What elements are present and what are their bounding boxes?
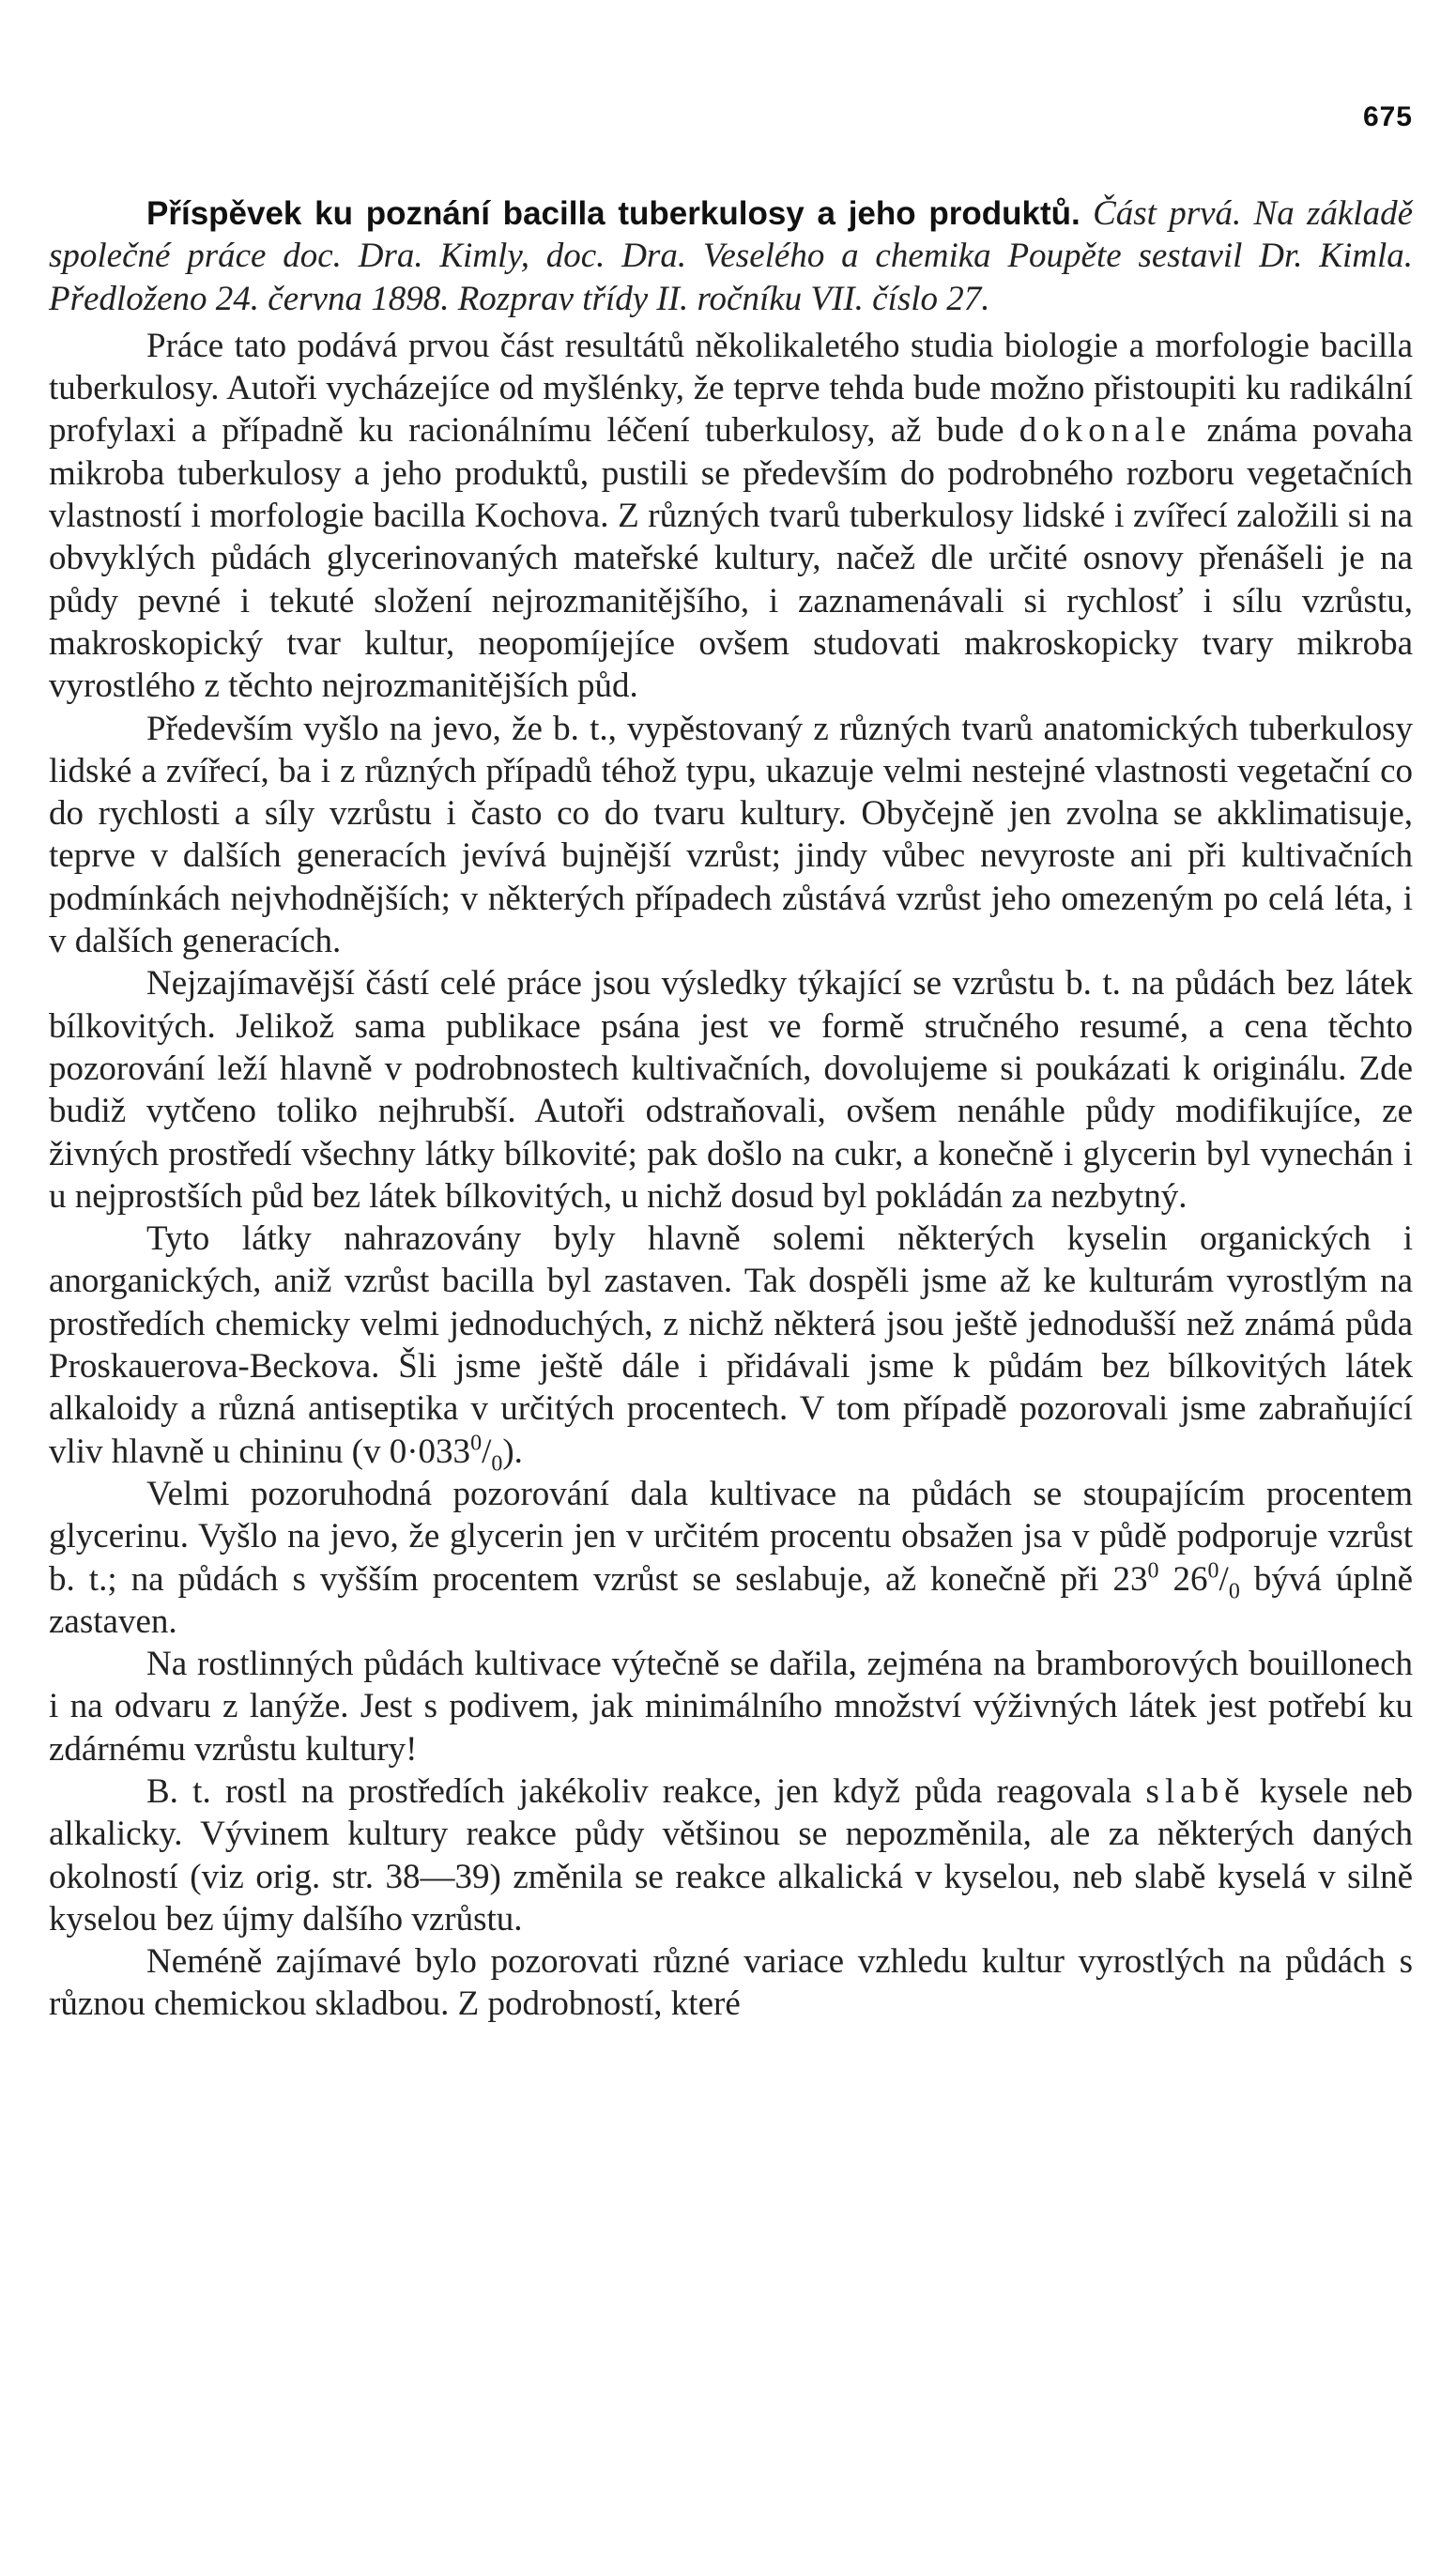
- percent-sup-2: 0: [1207, 1558, 1219, 1584]
- emphasis-spaced-dokonale: dokonale: [1019, 411, 1192, 451]
- paragraph-2: Především vyšlo na jevo, že b. t., vypěstovaný z různých tvarů anatomických tuberkulosy lidské a zvířecí, ba i z různých případů téhož typu, ukazuje velmi nestejné vlastnosti vegetační co do rychlosti a síly vzrůstu i často co do tvaru kultury. Obyčejně jen zvolna se akklimatisuje, teprve v dalších generacích jevívá bujnější vzrůst; jindy vůbec nevyroste ani při kultivačních podmínkách nejvhodnějších; v některých případech zůstává vzrůst jeho omezeným po celá léta, i v dalších generacích.: [49, 709, 1413, 961]
- percent-slash-2: /: [1218, 1559, 1229, 1599]
- paragraph-3: Nejzajímavější částí celé práce jsou výsledky týkající se vzrůstu b. t. na půdách bez látek bílkovitých. Jelikož sama publikace psána jest ve formě stručného resumé, a cena těchto pozorování leží hlavně v podrobnostech kultivačních, dovolujeme si poukázati k originálu. Zde budiž vytčeno toliko nejhrubší. Autoři odstraňovali, ovšem nenáhle půdy modifikujíce, ze živných prostředí všechny látky bílkovité; pak došlo na cukr, a konečně i glycerin byl vynechán i u nejprostších půd bez látek bílkovitých, u nichž dosud byl pokládán za nezbytný.: [49, 964, 1413, 1216]
- emphasis-spaced-slabe: slabě: [1145, 1771, 1246, 1811]
- paragraph-5: [49, 1473, 1413, 1643]
- percent-slash: /: [482, 1432, 492, 1471]
- article-title: Příspěvek ku poznání bacilla tuberkulosy a jeho produktů.: [146, 195, 1081, 232]
- paragraph-7: [49, 1770, 1413, 1940]
- paragraph-5-text-c: bývá úplně zastaven.: [49, 1559, 1414, 1641]
- paragraph-4-end: ).: [502, 1432, 523, 1471]
- paragraph-5-text-a: Velmi pozoruhodná pozorování dala kultivace na půdách se stoupajícím procentem glycerinu. Vyšlo na jevo, že glycerin jen v určitém procentu obsažen jsa v půdě podporuje vzrůst b. t.; na půdách s vyšším procentem vzrůst se seslabuje, až konečně při 23: [49, 1474, 1413, 1599]
- paragraph-1: [49, 325, 1413, 708]
- percent-sub-2: 0: [1228, 1578, 1240, 1603]
- paragraph-1-text-b: známa povaha mikroba tuberkulosy a jeho produktů, pustili se především do podrobného rozboru vegetačních vlastností i morfologie bacilla Kochova. Z různých tvarů tuberkulosy lidské i zvířecí založili si na obvyklých půdách glycerinovaných mateřské kultury, načež dle určité osnovy přenášeli je na půdy pevné i tekuté složení nejrozmanitějšího, i zaznamenávali si rychlosť i sílu vzrůstu, makroskopický tvar kultur, neopomíjejíce ovšem studovati makroskopicky tvary mikroba vyrostlého z těchto nejrozmanitějších půd.: [49, 411, 1414, 706]
- paragraph-1-text-a: Práce tato podává prvou část resultátů několikaletého studia biologie a morfologie bacilla tuberkulosy. Autoři vycházejíce od myšlénky, že teprve tehda bude možno přistoupiti ku radikální profylaxi a případně ku racionálnímu léčení tuberkulosy, až bude: [49, 326, 1413, 451]
- paragraph-5-text-b: 26: [1158, 1559, 1208, 1599]
- percent-sup: 0: [470, 1431, 483, 1456]
- article-header: [49, 192, 1413, 320]
- article-body: [49, 192, 1413, 2026]
- page-number: 675: [1362, 101, 1413, 132]
- paragraph-7-text-b: kysele neb alkalicky. Vývinem kultury reakce půdy většinou se nepozměnila, ale za některých daných okolností (viz orig. str. 38—39) změnila se reakce alkalická v kyselou, neb slabě kyselá v silně kyselou bez újmy dalšího vzrůstu.: [49, 1771, 1414, 1938]
- percent-sub: 0: [491, 1451, 503, 1476]
- paragraph-4-text: Tyto látky nahrazovány byly hlavně solemi některých kyselin organických i anorganických, aniž vzrůst bacilla byl zastaven. Tak dospěli jsme až ke kulturám vyrostlým na prostředích chemicky velmi jednoduchých, z nichž některá jsou ještě jednodušší než známá půda Proskauerova-Beckova. Šli jsme ještě dále i přidávali jsme k půdám bez bílkovitých látek alkaloidy a různá antiseptika v určitých procentech. V tom případě pozorovali jsme zabraňující vliv hlavně u chininu (v 0·033: [49, 1219, 1413, 1471]
- article-citation: Část prvá. Na základě společné práce doc. Dra. Kimly, doc. Dra. Veselého a chemika Poupěte sestavil Dr. Kimla. Předloženo 24. června 1898. Rozprav třídy II. ročníku VII. číslo 27.: [49, 194, 1414, 318]
- paragraph-8: Neméně zajímavé bylo pozorovati různé variace vzhledu kultur vyrostlých na půdách s různou chemickou skladbou. Z podrobností, které: [49, 1942, 1413, 2024]
- paragraph-7-text-a: B. t. rostl na prostředích jakékoliv reakce, jen když půda reagovala: [146, 1771, 1132, 1811]
- degree-sup: 0: [1147, 1558, 1159, 1584]
- paragraph-6: Na rostlinných půdách kultivace výtečně se dařila, zejména na bramborových bouillonech i na odvaru z lanýže. Jest s podivem, jak minimálního množství výživných látek jest potřebí ku zdárnému vzrůstu kultury!: [49, 1645, 1413, 1769]
- paragraph-4: [49, 1218, 1413, 1476]
